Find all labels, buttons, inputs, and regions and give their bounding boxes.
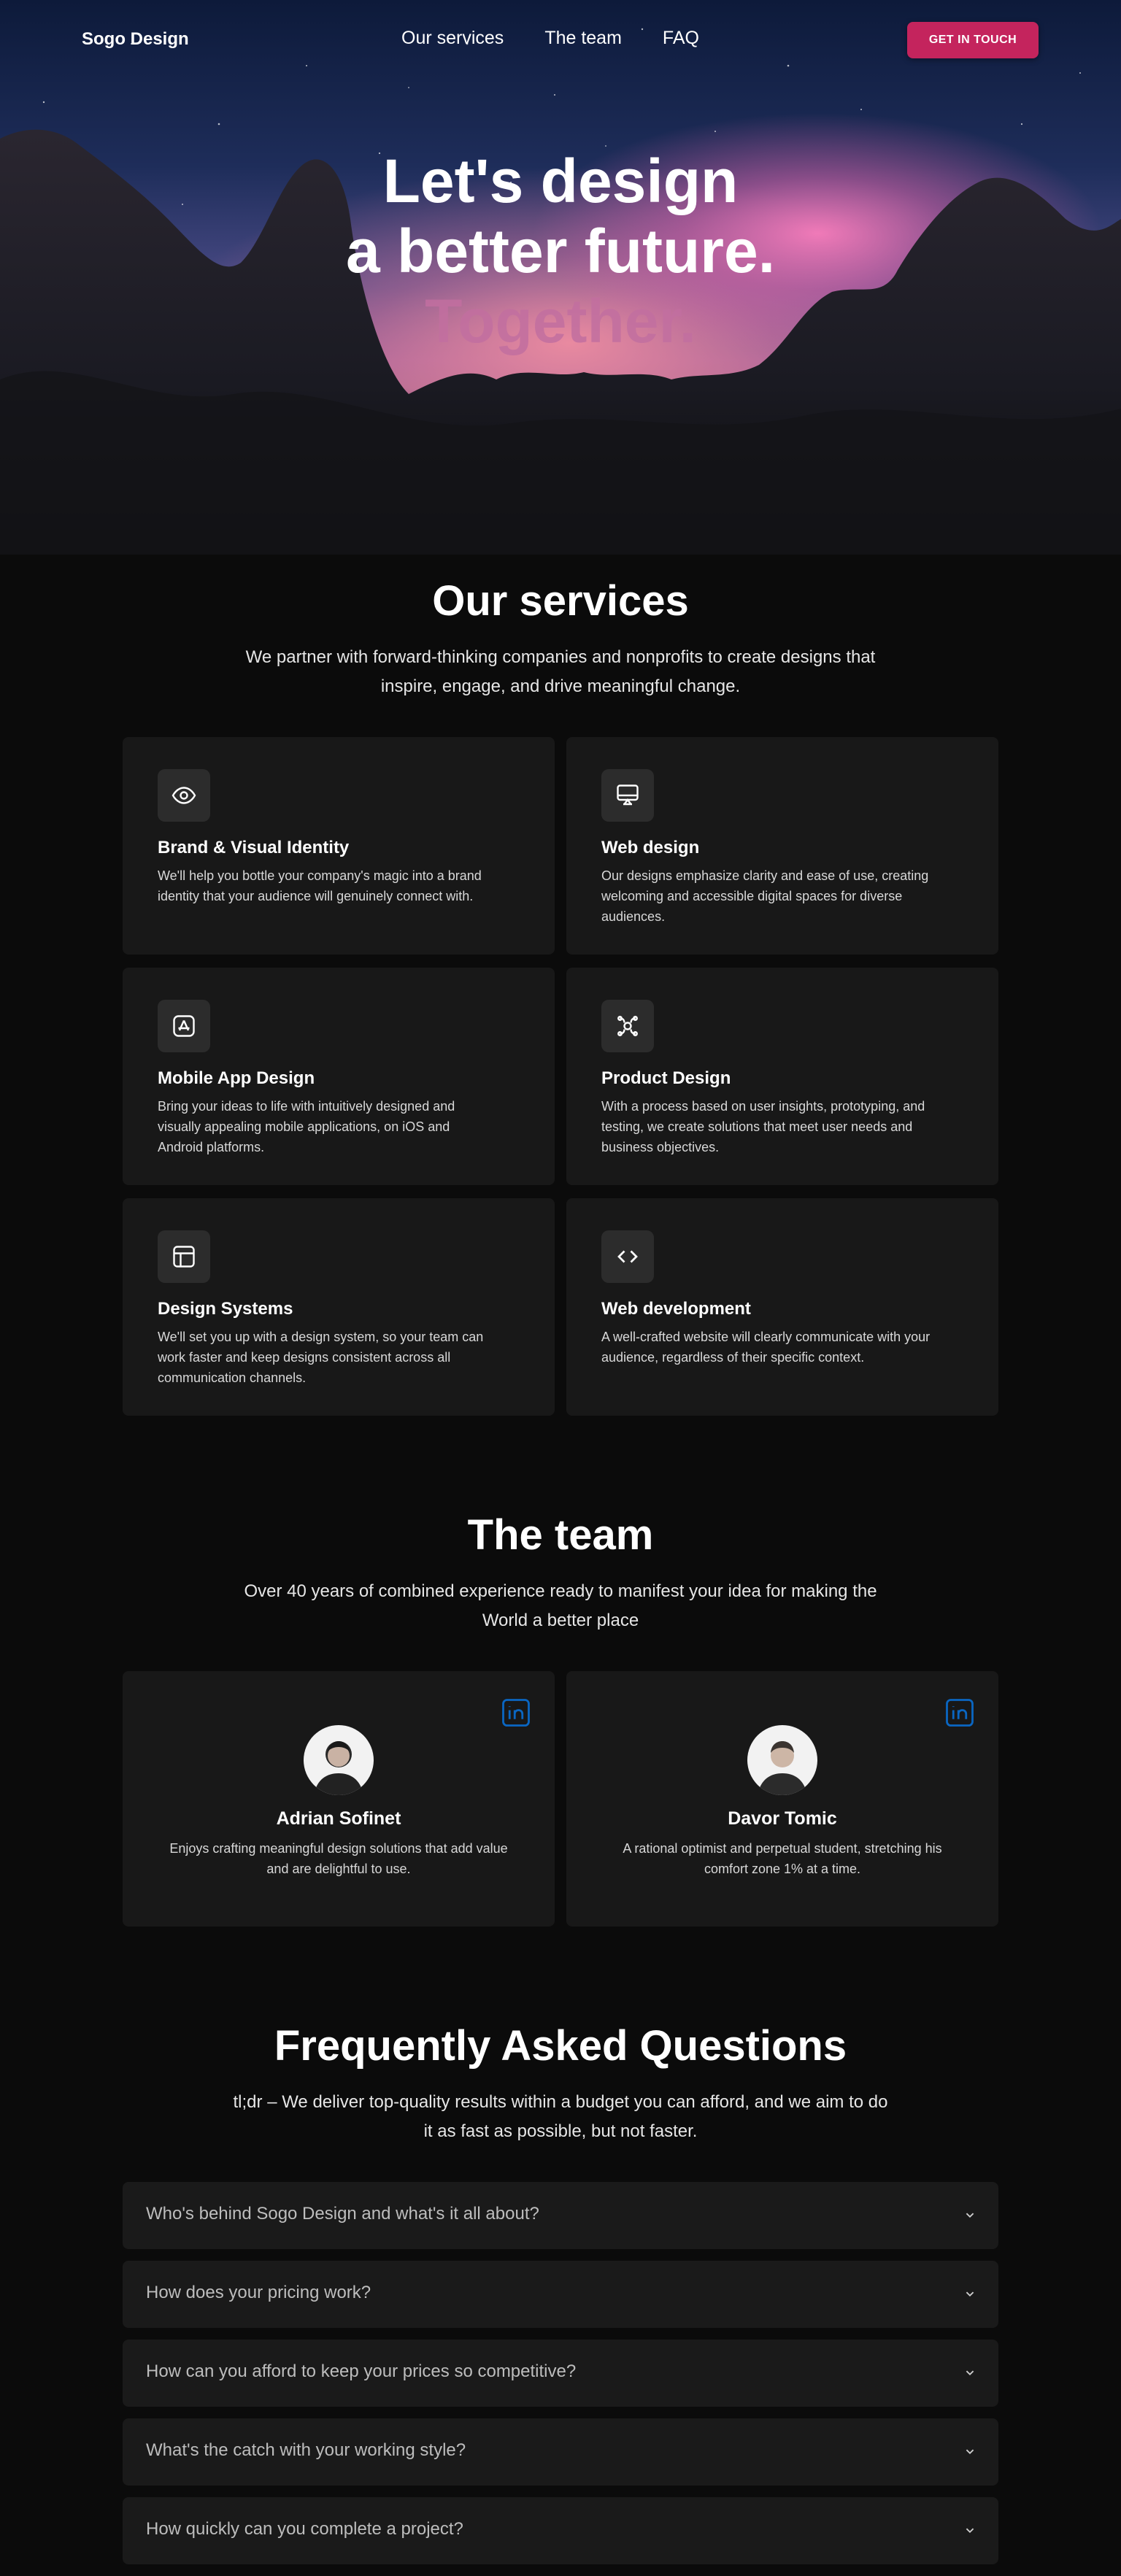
service-description: We'll help you bottle your company's magic into a brand identity that your audience will genuinely connect with. (158, 868, 482, 903)
eye-icon (158, 769, 210, 822)
team-grid (123, 1671, 998, 1927)
service-title: Design Systems (158, 1299, 293, 1319)
service-card (566, 737, 998, 955)
faq-item[interactable] (123, 2340, 998, 2407)
nav-link-faq[interactable]: FAQ (662, 28, 699, 48)
code-icon (601, 1230, 654, 1283)
faq-title: Frequently Asked Questions (274, 2022, 847, 2070)
service-description: A well-crafted website will clearly communicate with your audience, regardless of their specific context. (601, 1330, 931, 1365)
service-card (566, 1198, 998, 1416)
service-description: With a process based on user insights, prototyping, and testing, we create solutions that meet user needs and business objectives. (601, 1099, 925, 1154)
service-card (123, 737, 555, 955)
top-navigation (0, 0, 1121, 80)
faq-question: How does your pricing work? (146, 2283, 371, 2302)
team-subtitle: Over 40 years of combined experience ready to manifest your idea for making the World a better place (244, 1581, 877, 1630)
faq-list (123, 2182, 998, 2576)
faq-question: What's the catch with your working style? (146, 2440, 466, 2460)
team-member-card (566, 1671, 998, 1927)
nav-link-team[interactable]: The team (544, 28, 622, 48)
nav-links (401, 28, 699, 49)
avatar (747, 1725, 817, 1795)
hero-headline (0, 146, 1121, 356)
hero-section (0, 0, 1121, 555)
layout-icon (158, 1230, 210, 1283)
faq-subtitle: tl;dr – We deliver top-quality results within a budget you can afford, and we aim to do it as fast as possible, but not faster. (233, 2092, 888, 2141)
linkedin-icon[interactable] (501, 1697, 531, 1728)
monitor-icon (601, 769, 654, 822)
services-title: Our services (432, 577, 689, 625)
faq-question: How can you afford to keep your prices so competitive? (146, 2361, 577, 2381)
avatar (304, 1725, 374, 1795)
faq-item[interactable] (123, 2182, 998, 2249)
service-description: We'll set you up with a design system, so your team can work faster and keep designs consistent across all communication channels. (158, 1330, 484, 1385)
chevron-down-icon (962, 2443, 978, 2459)
app-store-icon (158, 1000, 210, 1052)
faq-section (0, 2021, 1121, 2146)
service-title: Product Design (601, 1068, 731, 1088)
service-card (566, 968, 998, 1185)
chevron-down-icon (962, 2364, 978, 2380)
component-icon (601, 1000, 654, 1052)
service-card (123, 968, 555, 1185)
hero-line-2: a better future. (345, 217, 776, 285)
faq-question: Who's behind Sogo Design and what's it all about? (146, 2204, 539, 2224)
team-section (0, 1511, 1121, 1635)
chevron-down-icon (962, 2522, 978, 2538)
linkedin-icon[interactable] (944, 1697, 975, 1728)
site-logo[interactable]: Sogo Design (82, 29, 189, 49)
member-description: A rational optimist and perpetual student, stretching his comfort zone 1% at a time. (623, 1841, 942, 1876)
service-card (123, 1198, 555, 1416)
faq-item[interactable] (123, 2418, 998, 2486)
service-description: Our designs emphasize clarity and ease of use, creating welcoming and accessible digital spaces for diverse audiences. (601, 868, 929, 924)
get-in-touch-button[interactable]: GET IN TOUCH (907, 22, 1039, 58)
services-subtitle: We partner with forward-thinking companies and nonprofits to create designs that inspire, engage, and drive meaningful change. (245, 647, 876, 696)
hero-line-1: Let's design (382, 147, 739, 215)
faq-item[interactable] (123, 2261, 998, 2328)
services-grid (123, 737, 998, 1416)
nav-link-services[interactable]: Our services (401, 28, 504, 48)
service-title: Brand & Visual Identity (158, 838, 350, 857)
chevron-down-icon (962, 2207, 978, 2223)
service-title: Web design (601, 838, 700, 857)
team-title: The team (467, 1511, 654, 1559)
member-description: Enjoys crafting meaningful design solutions that add value and are delightful to use. (169, 1841, 508, 1876)
faq-question: How quickly can you complete a project? (146, 2519, 463, 2539)
services-section (0, 576, 1121, 701)
faq-item[interactable] (123, 2497, 998, 2564)
service-title: Web development (601, 1299, 751, 1319)
service-title: Mobile App Design (158, 1068, 315, 1088)
member-name: Davor Tomic (728, 1808, 837, 1829)
team-member-card (123, 1671, 555, 1927)
member-name: Adrian Sofinet (276, 1808, 401, 1829)
hero-line-3: Together. (425, 287, 696, 355)
chevron-down-icon (962, 2286, 978, 2302)
service-description: Bring your ideas to life with intuitively designed and visually appealing mobile applications, on iOS and Android platforms. (158, 1099, 455, 1154)
